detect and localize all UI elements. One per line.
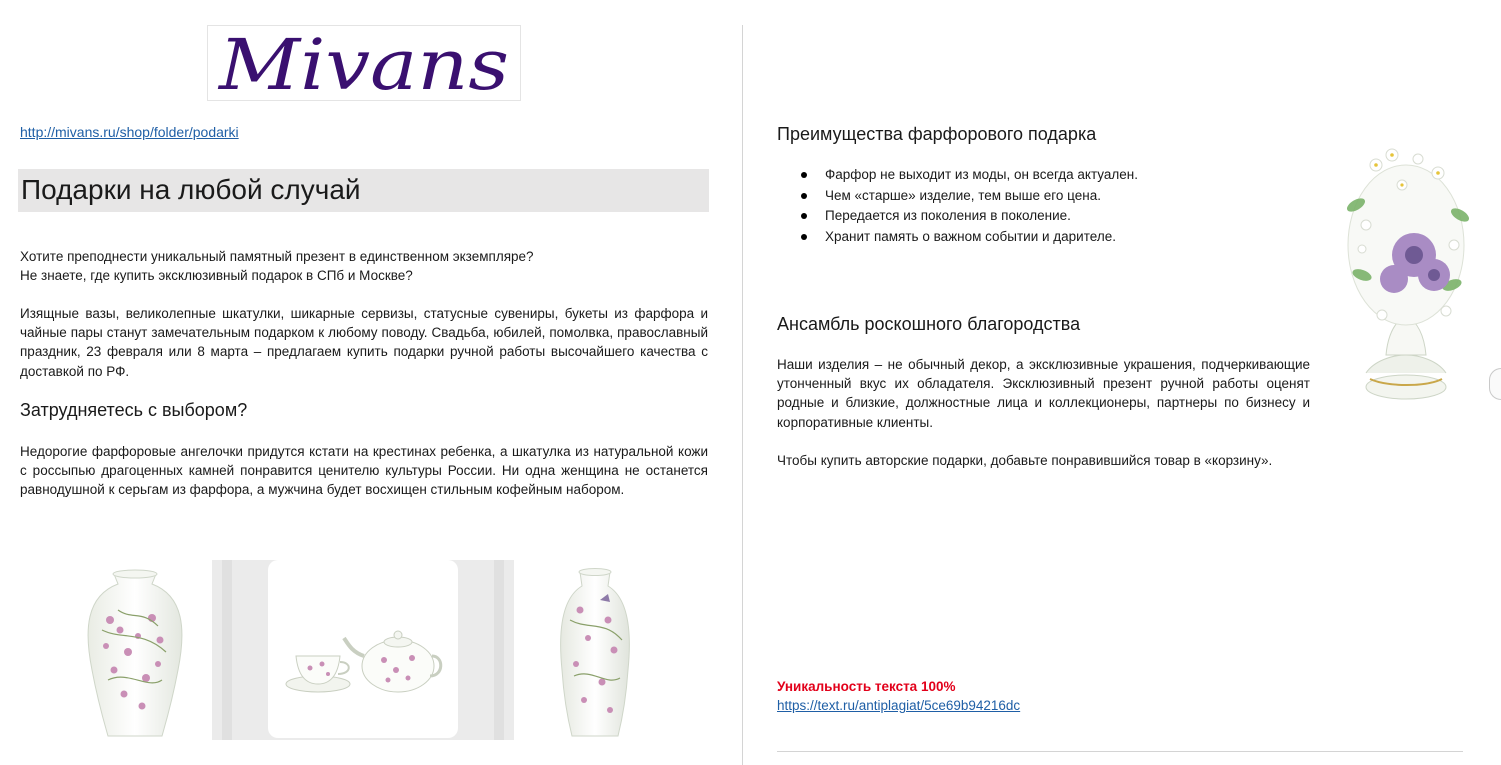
buy-paragraph: Чтобы купить авторские подарки, добавьте понравившийся товар в «корзину». xyxy=(777,453,1273,468)
list-item-text: Передается из поколения в поколение. xyxy=(825,208,1071,223)
vases-paragraph: Изящные вазы, великолепные шкатулки, шикарные сервизы, статусные сувениры, букеты из фарфора и чайные пары станут замечательным подарком к любому поводу. Свадьба, юбилей, помолвка, православный праздник, 23 февраля или 8 марта – предлагаем купить подарки ручной работы высочайшего качества с доставкой по РФ. xyxy=(20,306,708,379)
vase-photo xyxy=(62,560,208,740)
bullet-icon xyxy=(801,234,807,240)
gifts-paragraph: Недорогие фарфоровые ангелочки придутся кстати на крестинах ребенка, а шкатулка из натуральной кожи с россыпью драгоценных камней понравится ценителю культуры России. Ни одна женщина не останется равнодушной к серьгам из фарфора, а мужчина будет восхищен стильным кофейным набором. xyxy=(20,444,708,498)
list-item xyxy=(777,206,1138,227)
intro-line-1: Хотите преподнести уникальный памятный презент в единственном экземпляре? xyxy=(20,249,534,264)
intro-paragraph xyxy=(20,247,710,285)
right-page xyxy=(743,0,1501,765)
intro-line-2: Не знаете, где купить эксклюзивный подарок в СПб и Москве? xyxy=(20,268,413,284)
scroll-handle[interactable] xyxy=(1489,368,1501,400)
tea-set-photo xyxy=(212,560,514,740)
bullet-icon xyxy=(801,172,807,178)
left-page xyxy=(0,0,742,765)
list-item xyxy=(777,165,1138,186)
source-link[interactable]: http://mivans.ru/shop/folder/podarki xyxy=(20,124,239,140)
list-item xyxy=(777,186,1138,207)
uniqueness-label: Уникальность текста 100% xyxy=(777,679,956,694)
bottom-divider xyxy=(777,751,1463,752)
porcelain-egg-photo xyxy=(1322,125,1488,415)
list-item-text: Хранит память о важном событии и дарителе. xyxy=(825,228,1116,244)
advantages-list xyxy=(777,165,1138,247)
bullet-icon xyxy=(801,193,807,199)
advantages-subheading: Преимущества фарфорового подарка xyxy=(777,124,1097,144)
svg-text:Mivans: Mivans xyxy=(216,26,509,100)
page-title: Подарки на любой случай xyxy=(18,169,709,212)
antiplagiat-link[interactable]: https://text.ru/antiplagiat/5ce69b94216dc xyxy=(777,698,1021,713)
mivans-logo xyxy=(207,25,521,101)
list-item-text: Чем «старше» изделие, тем выше его цена. xyxy=(825,187,1101,203)
tall-vase-photo xyxy=(518,560,670,740)
list-item xyxy=(777,227,1138,248)
ensemble-subheading: Ансамбль роскошного благородства xyxy=(777,314,1081,334)
bullet-icon xyxy=(801,213,807,219)
ensemble-paragraph: Наши изделия – не обычный декор, а эксклюзивные украшения, подчеркивающие утонченный вкус их обладателя. Эксклюзивный презент ручной работы оценят родные и близкие, должностные лица и коллекционеры, партнеры по бизнесу и корпоративные клиенты. xyxy=(777,357,1310,430)
choice-subheading: Затрудняетесь с выбором? xyxy=(20,400,248,420)
list-item-text: Фарфор не выходит из моды, он всегда актуален. xyxy=(825,167,1139,182)
